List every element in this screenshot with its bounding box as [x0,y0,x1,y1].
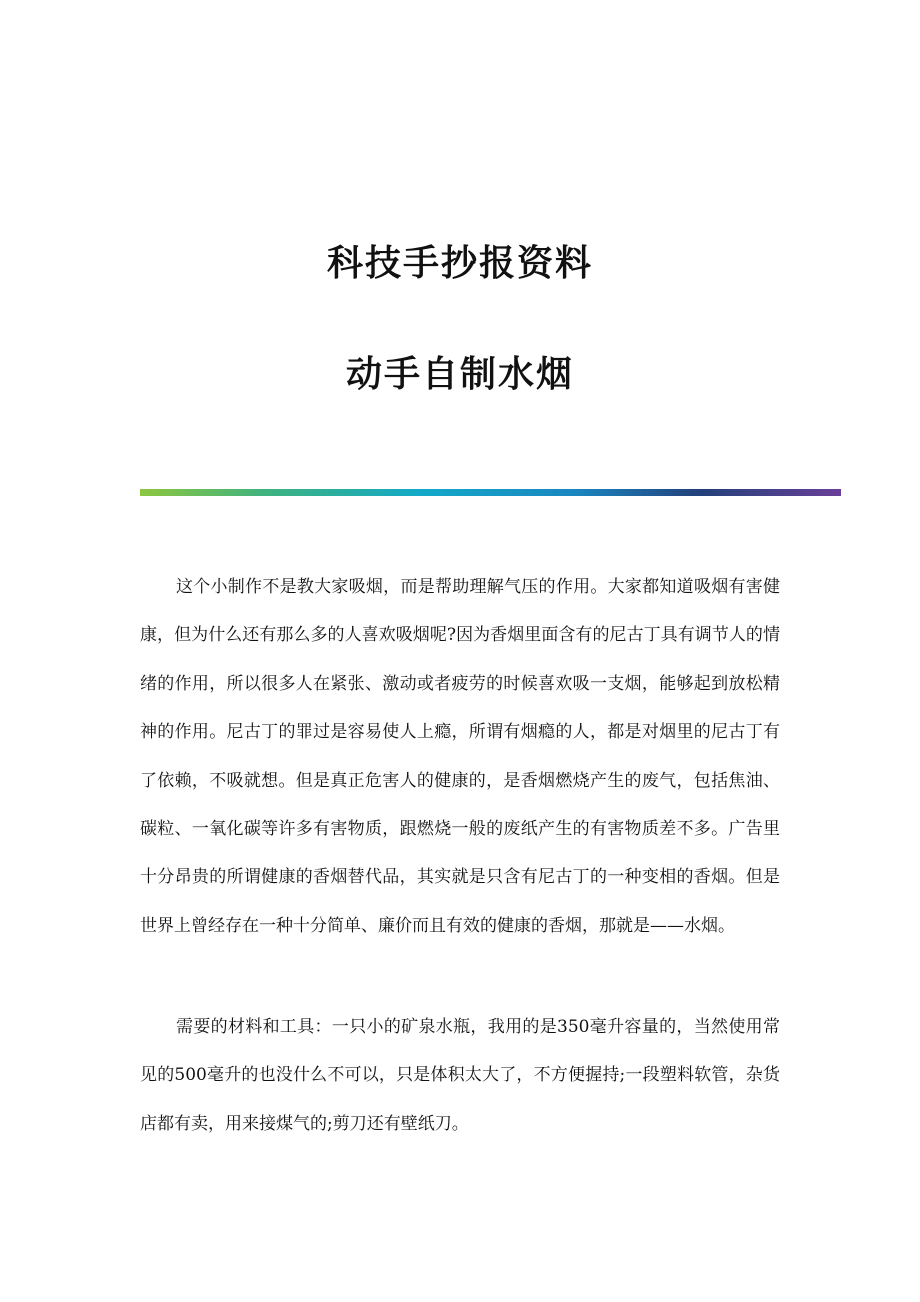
body-paragraph-materials: 需要的材料和工具：一只小的矿泉水瓶，我用的是350毫升容量的，当然使用常见的500毫升的也没什么不可以，只是体积太大了，不方便握持;一段塑料软管，杂货店都有卖，用来接煤气的;剪刀还有壁纸刀。 [140,1017,780,1134]
page-subtitle: 动手自制水烟 [345,353,574,395]
body-paragraph-intro: 这个小制作不是教大家吸烟，而是帮助理解气压的作用。大家都知道吸烟有害健康，但为什么还有那么多的人喜欢吸烟呢?因为香烟里面含有的尼古丁具有调节人的情绪的作用，所以很多人在紧张、激动或者疲劳的时候喜欢吸一支烟，能够起到放松精神的作用。尼古丁的罪过是容易使人上瘾，所谓有烟瘾的人，都是对烟里的尼古丁有了依赖，不吸就想。但是真正危害人的健康的，是香烟燃烧产生的废气，包括焦油、碳粒、一氧化碳等许多有害物质，跟燃烧一般的废纸产生的有害物质差不多。广告里十分昂贵的所谓健康的香烟替代品，其实就是只含有尼古丁的一种变相的香烟。但是世界上曾经存在一种十分简单、廉价而且有效的健康的香烟，那就是——水烟。 [140,577,780,936]
gradient-divider [140,489,841,496]
page-title: 科技手抄报资料 [326,243,593,285]
